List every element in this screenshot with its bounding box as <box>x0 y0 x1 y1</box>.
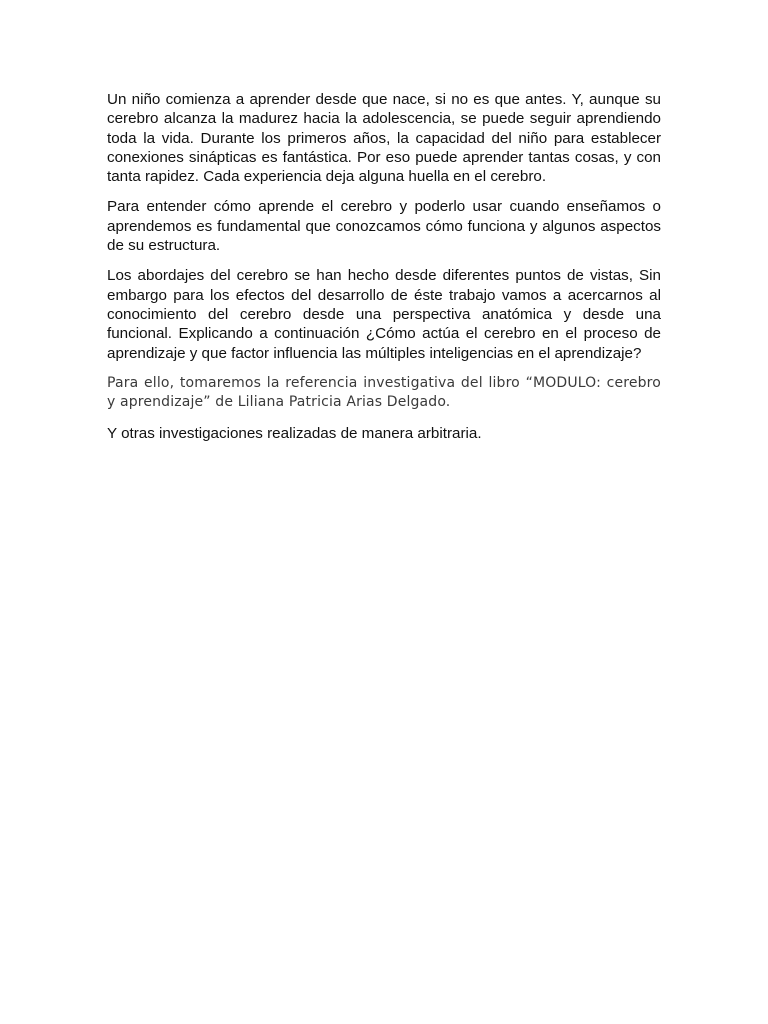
paragraph-reference: Para ello, tomaremos la referencia investigativa del libro “MODULO: cerebro y aprendizaje” de Liliana Patricia Arias Delgado. <box>107 374 661 411</box>
paragraph-brain-approaches: Los abordajes del cerebro se han hecho desde diferentes puntos de vistas, Sin embargo para los efectos del desarrollo de éste trabajo vamos a acercarnos al conocimiento del cerebro desde una perspectiva anatómica y desde una funcional. Explicando a continuación ¿Cómo actúa el cerebro en el proceso de aprendizaje y que factor influencia las múltiples inteligencias en el aprendizaje? <box>107 267 661 362</box>
paragraph-child-learning: Un niño comienza a aprender desde que nace, si no es que antes. Y, aunque su cerebro alcanza la madurez hacia la adolescencia, se puede seguir aprendiendo toda la vida. Durante los primeros años, la capacidad del niño para establecer conexiones sinápticas es fantástica. Por eso puede aprender tantas cosas, y con tanta rapidez. Cada experiencia deja alguna huella en el cerebro. <box>107 91 661 186</box>
paragraph-other-research: Y otras investigaciones realizadas de manera arbitraria. <box>107 424 482 442</box>
document-body <box>107 90 661 454</box>
paragraph-brain-structure: Para entender cómo aprende el cerebro y poderlo usar cuando enseñamos o aprendemos es fundamental que conozcamos cómo funciona y algunos aspectos de su estructura. <box>107 198 661 255</box>
